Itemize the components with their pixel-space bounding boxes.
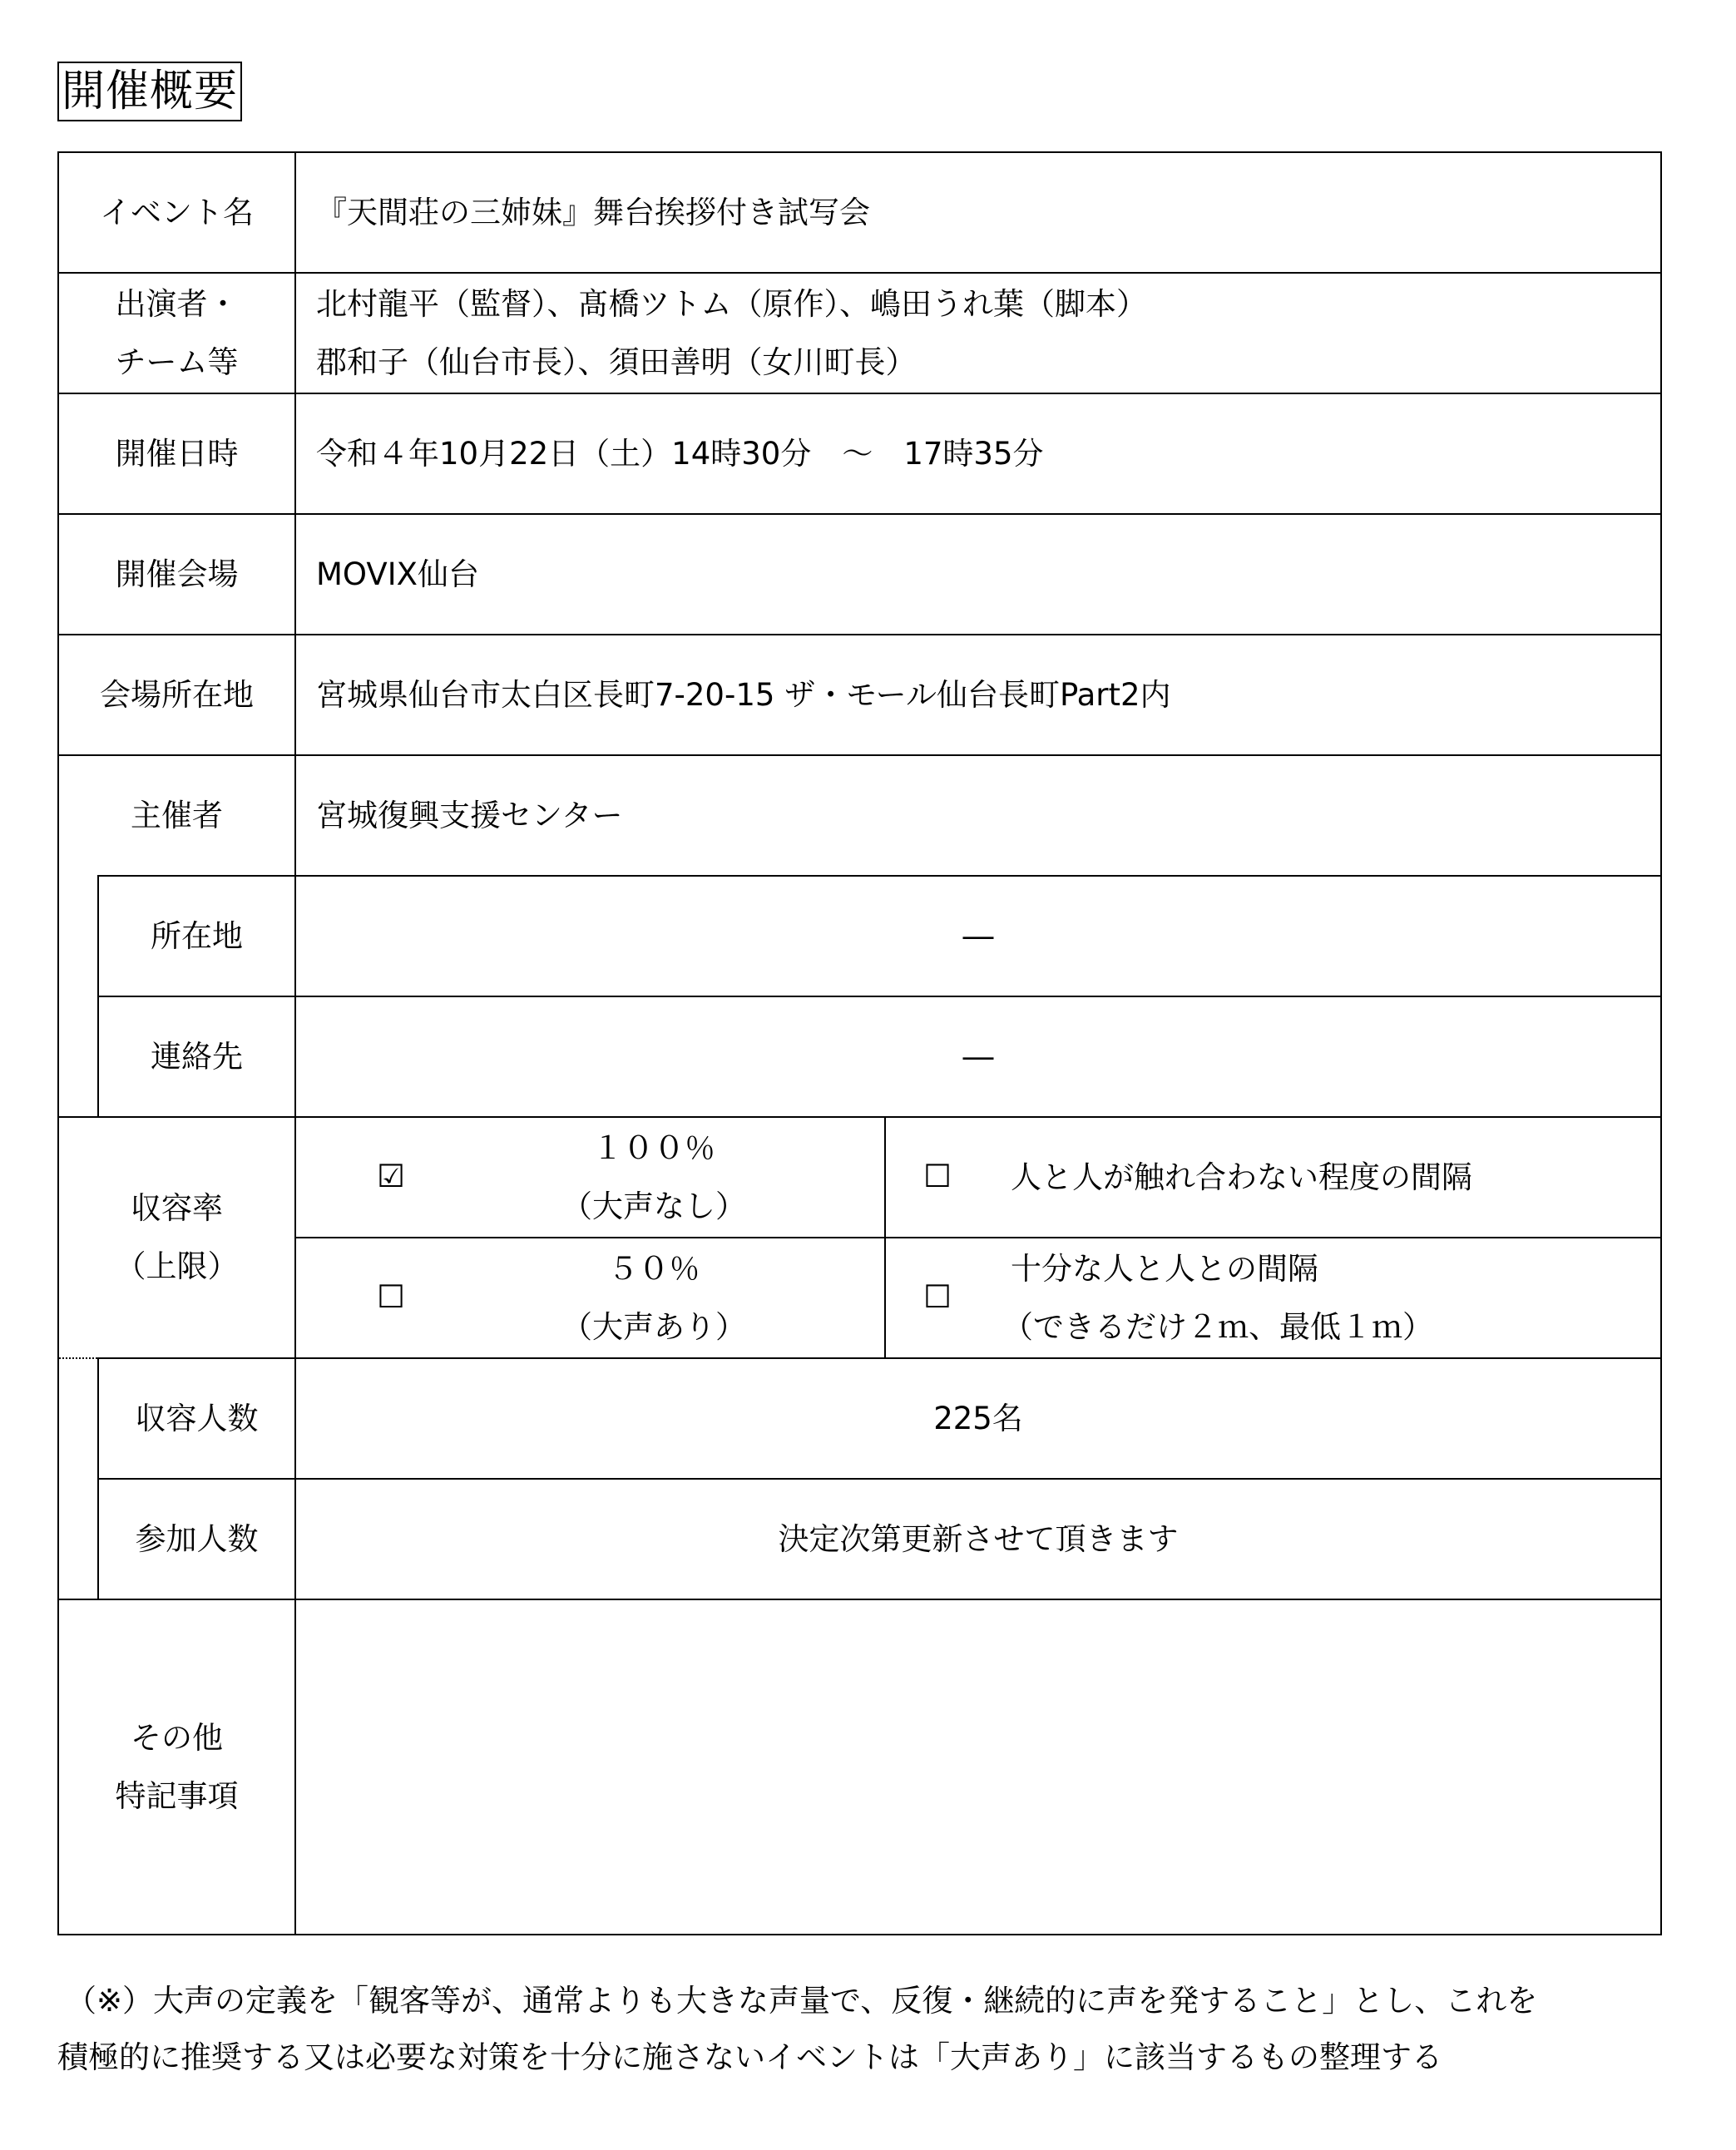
capacity-value: 225名	[933, 1400, 1023, 1436]
datetime-value: 令和４年10月22日（土）14時30分 ～ 17時35分	[316, 435, 1044, 472]
capacity-rate-label-line2: （上限）	[115, 1248, 239, 1284]
organizer-contact-value: ―	[962, 1038, 994, 1075]
performers-label-line1: 出演者・	[115, 285, 239, 322]
other-notes-value[interactable]	[296, 1600, 1660, 1934]
capacity-option-ample-spacing[interactable]	[886, 1238, 1660, 1357]
other-notes-label-line1: その他	[131, 1719, 223, 1756]
performers-value-line1: 北村龍平（監督）、髙橋ツトム（原作）、嶋田うれ葉（脚本）	[316, 285, 1147, 322]
organizer-label: 主催者	[131, 797, 223, 833]
venue-address-label: 会場所在地	[100, 676, 254, 713]
organizer-contact-label: 連絡先	[151, 1038, 243, 1075]
participants-label: 参加人数	[135, 1520, 259, 1557]
venue-label: 開催会場	[115, 556, 239, 592]
participants-value: 決定次第更新させて頂きます	[778, 1520, 1179, 1557]
performers-label-line2: チーム等	[115, 344, 239, 380]
footnote-line1: （※）大声の定義を「観客等が、通常よりも大きな声量で、反復・継続的に声を発すること」とし、これを	[66, 1983, 1538, 2019]
capacity-option-no-contact[interactable]	[886, 1118, 1660, 1237]
capacity-label: 収容人数	[135, 1400, 259, 1436]
capacity-option-50[interactable]	[296, 1238, 884, 1357]
capacity-option-ample-spacing-line2: （できるだけ２ｍ、最低１ｍ）	[1002, 1308, 1433, 1345]
capacity-option-no-contact-line1: 人と人が触れ合わない程度の間隔	[1011, 1159, 1472, 1195]
capacity-rate-label	[59, 1118, 294, 1357]
capacity-option-100-line2: （大声なし）	[561, 1188, 746, 1224]
organizer-value: 宮城復興支援センター	[316, 797, 623, 833]
checkbox-checked-icon[interactable]: ☑	[377, 1158, 406, 1194]
footnote	[57, 1973, 1667, 2086]
performers-value-line2: 郡和子（仙台市長）、須田善明（女川町長）	[316, 344, 917, 380]
page-title: 開催概要	[57, 62, 242, 121]
performers-label	[59, 274, 294, 393]
capacity-option-ample-spacing-line1: 十分な人と人との間隔	[1011, 1250, 1318, 1287]
venue-value: MOVIX仙台	[316, 556, 479, 592]
checkbox-icon[interactable]: ☐	[377, 1278, 406, 1315]
capacity-rate-label-line1: 収容率	[131, 1190, 223, 1226]
organizer-address-value: ―	[962, 917, 994, 954]
capacity-option-50-line1: ５０％	[607, 1250, 700, 1287]
footnote-line2: 積極的に推奨する又は必要な対策を十分に施さないイベントは「大声あり」に該当するもの整理する	[57, 2039, 1442, 2075]
dotted-divider	[59, 1357, 97, 1359]
capacity-option-50-line2: （大声あり）	[561, 1308, 746, 1345]
checkbox-icon[interactable]: ☐	[923, 1278, 952, 1315]
capacity-option-100-line1: １００％	[592, 1129, 715, 1166]
capacity-option-100[interactable]	[296, 1118, 884, 1237]
event-name-label: イベント名	[100, 194, 254, 230]
checkbox-icon[interactable]: ☐	[923, 1158, 952, 1194]
other-notes-label	[59, 1600, 294, 1934]
datetime-label: 開催日時	[115, 435, 239, 472]
other-notes-label-line2: 特記事項	[115, 1777, 239, 1814]
event-name-value: 『天間荘の三姉妹』舞台挨拶付き試写会	[316, 194, 870, 230]
performers-value	[296, 274, 1660, 393]
venue-address-value: 宮城県仙台市太白区長町7-20-15 ザ・モール仙台長町Part2内	[316, 676, 1171, 713]
event-summary-table	[57, 151, 1662, 1935]
organizer-address-label: 所在地	[151, 917, 243, 954]
